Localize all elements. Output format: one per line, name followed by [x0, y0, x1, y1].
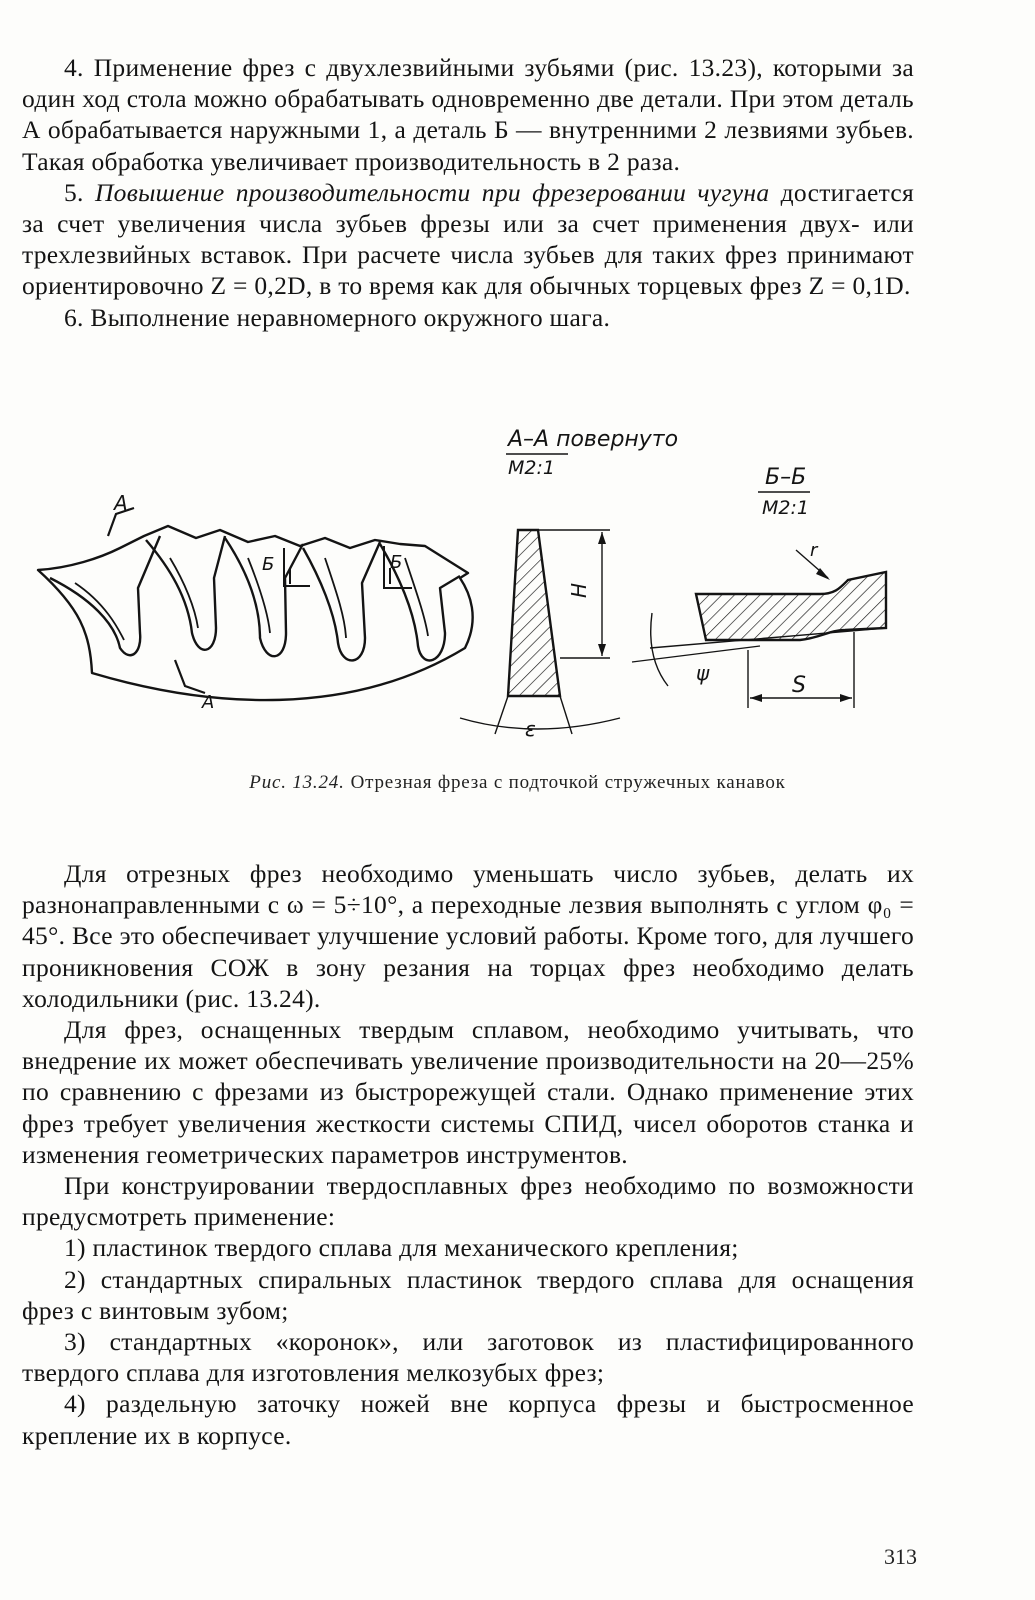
- paragraph-5-italic: Повышение производительности при фрезеровании чугуна: [94, 177, 770, 207]
- paragraph-carbide: Для фрез, оснащенных твердым сплавом, необходимо учитывать, что внедрение их может обеспечивать увеличение производительности на 20—25% по сравнению с фрезами из быстрорежущей стали. Однако применение этих фрез требует увеличения жесткости системы СПИД, чисел оборотов станка и изменения геометрических параметров инструментов.: [22, 1015, 914, 1169]
- dim-s: S: [792, 673, 806, 698]
- cutter-outline: [38, 526, 473, 700]
- cutter-teeth-view: [38, 526, 473, 700]
- list-item-2: 2) стандартных спиральных пластинок твердого сплава для оснащения фрез с винтовым зубом;: [22, 1264, 914, 1325]
- paragraph-5-rest: достигается за счет увеличения числа зубьев фрезы или за счет применения двух- или трехлезвийных вставок. При расчете числа зубьев для таких фрез принимают ориентировочно Z = 0,2D, в то время как для обычных торцевых фрез Z = 0,1D.: [22, 177, 914, 301]
- dim-h: H: [567, 582, 591, 598]
- paragraph-5: [22, 177, 914, 302]
- list-item-3: 3) стандартных «коронок», или заготовок из пластифицированного твердого сплава для изготовления мелкозубых фрез;: [22, 1327, 914, 1388]
- radius-r: r: [810, 540, 818, 561]
- label-a-top: А: [114, 491, 128, 515]
- tooth-inner-lines: [75, 558, 428, 640]
- label-b-left: Б: [262, 554, 275, 575]
- top-text-block: [22, 52, 914, 333]
- bottom-text-block: [22, 858, 914, 1451]
- caption-text: Отрезная фреза с подточкой стружечных канавок: [350, 772, 786, 793]
- label-a-bottom: А: [202, 692, 215, 713]
- gullet-2: [146, 536, 225, 650]
- paragraph-4: 4. Применение фрез с двухлезвийными зубьями (рис. 13.23), которыми за один ход стола можно обрабатывать одновременно две детали. При этом деталь А обрабатывается наружными 1, а деталь Б — внутренними 2 лезвиями зубьев. Такая обработка увеличивает производительность в 2 раза.: [22, 53, 914, 176]
- angle-psi: ψ: [696, 661, 710, 685]
- list-item-1: 1) пластинок твердого сплава для механического крепления;: [64, 1233, 739, 1263]
- paragraph-cutoff-mills: Для отрезных фрез необходимо уменьшать число зубьев, делать их разнонаправленными с ω = 5÷10°, а переходные лезвия выполнять с углом φ₀ = 45°. Все это обеспечивает улучшение условий работы. Кроме того, для лучшего проникновения СОЖ в зону резания на торцах фрез необходимо делать холодильники (рис. 13.24).: [22, 859, 914, 1013]
- label-b-right: Б: [390, 552, 403, 573]
- section-bb-profile: [632, 550, 886, 708]
- paragraph-design: При конструировании твердосплавных фрез необходимо по возможности предусмотреть применение:: [22, 1171, 914, 1232]
- section-aa-scale: М2:1: [508, 457, 555, 479]
- section-aa-title: А–А повернуто: [508, 427, 679, 452]
- cutter-drawing: [20, 418, 980, 748]
- paragraph-5-number: 5.: [64, 177, 95, 207]
- page-number: 313: [884, 1544, 917, 1569]
- figure-13-24: [20, 418, 980, 748]
- caption-number: Рис. 13.24.: [249, 772, 345, 793]
- gullet-4: [303, 542, 380, 660]
- section-aa-wedge: [460, 530, 620, 734]
- list-item-4: 4) раздельную заточку ножей вне корпуса фрезы и быстросменное крепление их в корпусе.: [22, 1389, 914, 1450]
- figure-caption: [0, 772, 1035, 794]
- section-bb-title: Б–Б: [765, 465, 807, 490]
- section-bb-scale: М2:1: [762, 497, 809, 519]
- paragraph-6: 6. Выполнение неравномерного окружного шага.: [64, 302, 611, 332]
- angle-epsilon: ε: [525, 717, 536, 741]
